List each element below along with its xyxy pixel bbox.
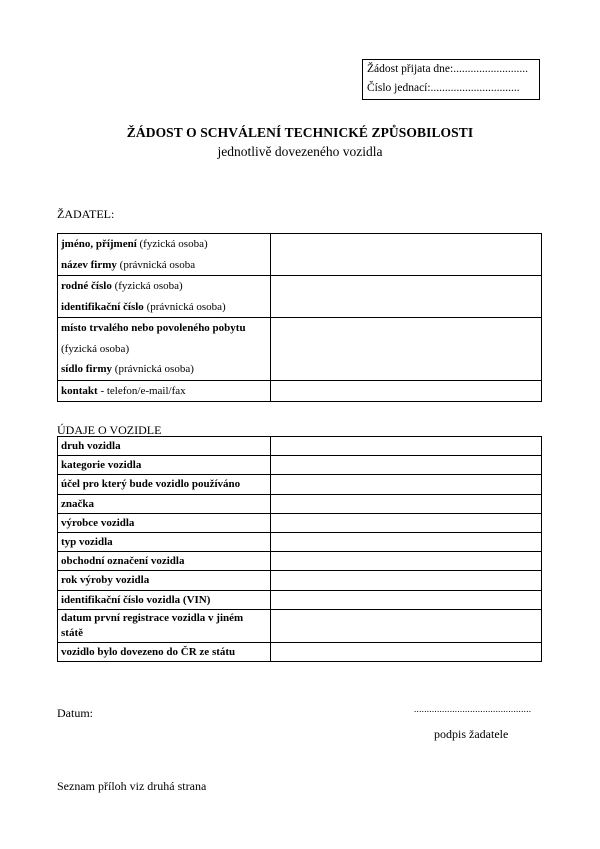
label-line — [61, 339, 267, 360]
applicant-field-value[interactable] — [271, 234, 542, 276]
vehicle-row — [58, 475, 542, 494]
label-normal-text: (fyzická osoba) — [61, 342, 130, 355]
reference-number-field: Číslo jednací:............................... — [367, 82, 520, 94]
label-line — [61, 276, 267, 297]
label-bold-text: identifikační číslo — [61, 300, 144, 313]
label-line — [61, 318, 267, 339]
vehicle-field-label: vozidlo bylo dovezeno do ČR ze státu — [58, 642, 271, 661]
form-subtitle: jednotlivě dovezeného vozidla — [217, 144, 383, 159]
vehicle-row — [58, 437, 542, 456]
applicant-field-value[interactable] — [271, 276, 542, 318]
label-bold-text: místo trvalého nebo povoleného pobytu — [61, 322, 246, 334]
applicant-field-value[interactable] — [271, 380, 542, 402]
vehicle-row — [58, 609, 542, 642]
label-normal-text: (fyzická osoba) — [136, 238, 208, 250]
vehicle-field-label: účel pro který bude vozidlo používáno — [58, 475, 271, 494]
vehicle-row — [58, 494, 542, 513]
applicant-field-label — [58, 318, 271, 381]
label-bold-text: kontakt — [61, 384, 98, 397]
label-line — [61, 255, 267, 276]
applicant-table — [57, 233, 542, 402]
vehicle-field-label: výrobce vozidla — [58, 513, 271, 532]
receipt-box — [362, 59, 540, 100]
label-bold-text: jméno, příjmení — [61, 238, 137, 250]
label-bold-text: rodné číslo — [61, 280, 112, 292]
date-label: Datum: — [57, 706, 93, 720]
applicant-row — [58, 234, 542, 276]
label-normal-text: (fyzická osoba) — [111, 280, 183, 292]
vehicle-field-label: obchodní označení vozidla — [58, 552, 271, 571]
label-normal-text: (právnická osoba) — [112, 363, 194, 375]
label-line — [61, 234, 267, 255]
vehicle-field-label: značka — [58, 494, 271, 513]
vehicle-row — [58, 533, 542, 552]
label-line — [61, 359, 267, 380]
label-line — [61, 381, 267, 402]
label-bold-text: sídlo firmy — [61, 363, 113, 375]
applicant-field-value[interactable] — [271, 318, 542, 381]
label-line — [61, 297, 267, 318]
vehicle-field-value[interactable] — [271, 571, 542, 590]
applicant-field-label — [58, 234, 271, 276]
vehicle-field-label: kategorie vozidla — [58, 456, 271, 475]
vehicle-row — [58, 552, 542, 571]
vehicle-field-value[interactable] — [271, 513, 542, 532]
vehicle-field-label: typ vozidla — [58, 533, 271, 552]
attachments-note: Seznam příloh viz druhá strana — [57, 779, 207, 793]
label-normal-text: - telefon/e-mail/fax — [97, 384, 186, 397]
applicant-section-label: ŽADATEL: — [57, 207, 115, 221]
signature-label: podpis žadatele — [434, 727, 509, 741]
vehicle-field-label: datum první registrace vozidla v jiném státě — [58, 609, 271, 642]
vehicle-field-value[interactable] — [271, 590, 542, 609]
label-bold-text: název firmy — [61, 258, 117, 271]
received-date-field: Žádost přijata dne:.......................... — [367, 63, 528, 75]
vehicle-table — [57, 436, 542, 662]
vehicle-field-value[interactable] — [271, 494, 542, 513]
vehicle-field-value[interactable] — [271, 552, 542, 571]
vehicle-field-value[interactable] — [271, 609, 542, 642]
vehicle-field-value[interactable] — [271, 642, 542, 661]
vehicle-field-value[interactable] — [271, 475, 542, 494]
vehicle-field-label: identifikační číslo vozidla (VIN) — [58, 590, 271, 609]
form-title: ŽÁDOST O SCHVÁLENÍ TECHNICKÉ ZPŮSOBILOSTI — [126, 125, 474, 140]
vehicle-field-value[interactable] — [271, 533, 542, 552]
vehicle-field-label: rok výroby vozidla — [58, 571, 271, 590]
vehicle-section-label: ÚDAJE O VOZIDLE — [57, 423, 162, 437]
label-normal-text: (právnická osoba) — [143, 300, 226, 313]
applicant-row — [58, 318, 542, 381]
vehicle-field-label: druh vozidla — [58, 437, 271, 456]
applicant-field-label — [58, 276, 271, 318]
signature-line: .............................................. — [414, 704, 532, 714]
vehicle-field-value[interactable] — [271, 437, 542, 456]
label-normal-text: (právnická osoba — [116, 258, 196, 271]
applicant-field-label — [58, 380, 271, 402]
vehicle-row — [58, 590, 542, 609]
vehicle-row — [58, 513, 542, 532]
vehicle-field-value[interactable] — [271, 456, 542, 475]
vehicle-row — [58, 571, 542, 590]
vehicle-row — [58, 456, 542, 475]
applicant-row — [58, 380, 542, 402]
applicant-row — [58, 276, 542, 318]
vehicle-row — [58, 642, 542, 661]
